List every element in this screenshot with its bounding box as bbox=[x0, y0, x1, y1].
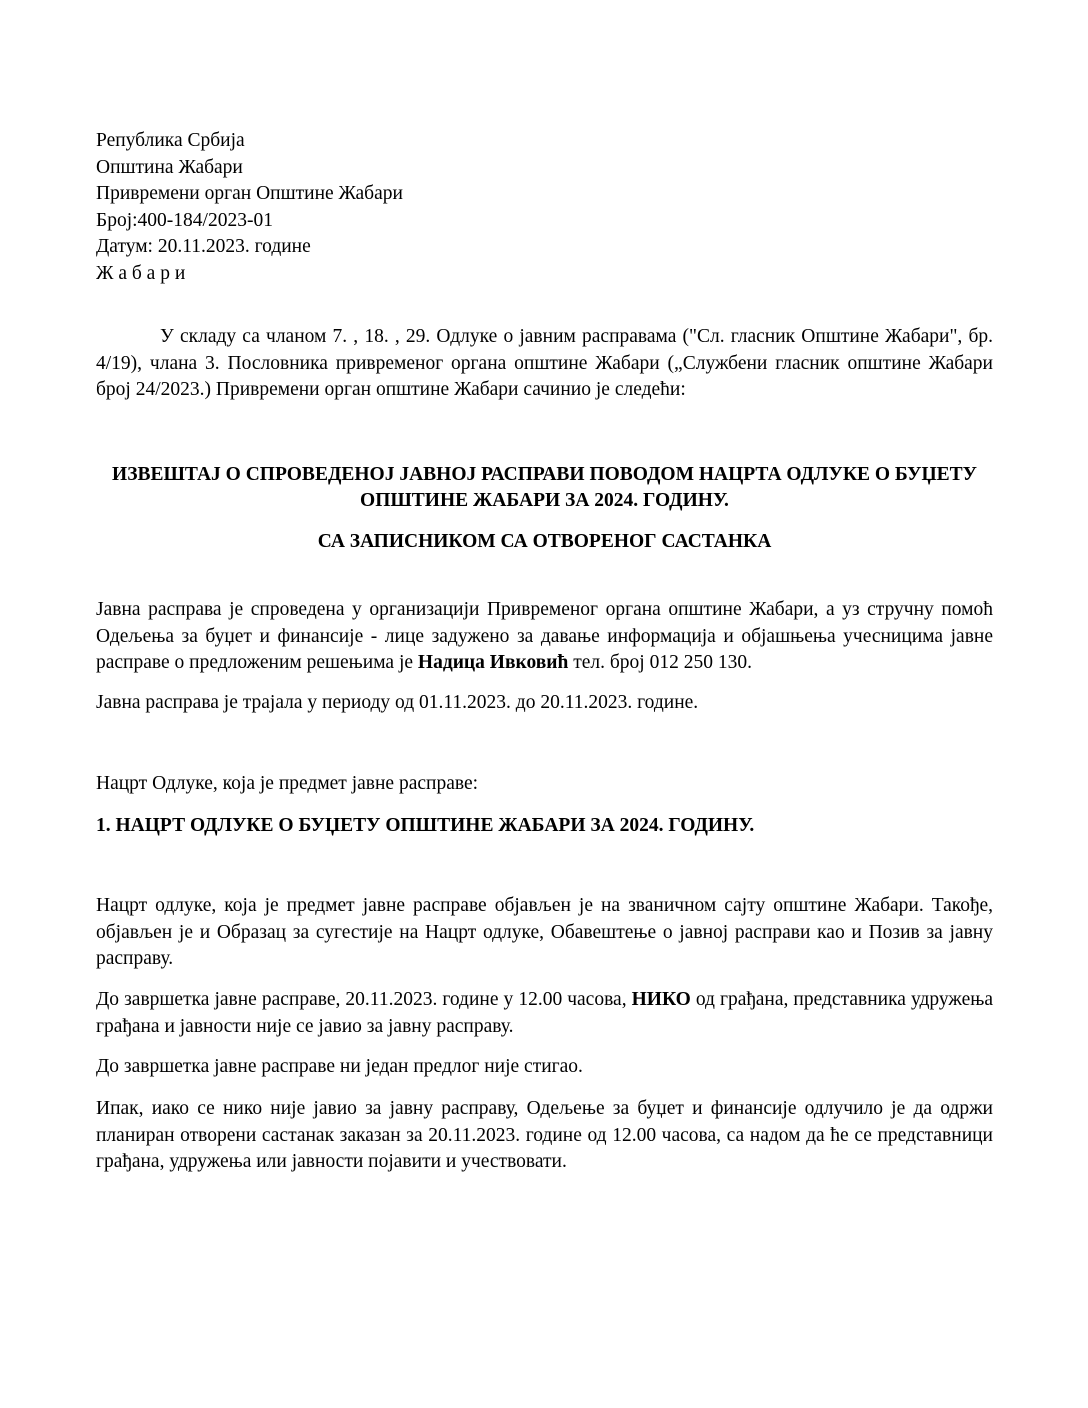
paragraph-nobody-text-end: од грађана, представника удружења грађана и јавности није се јавио за јавну расправу. bbox=[96, 989, 994, 1037]
paragraph-open-meeting: Ипак, иако се нико није јавио за јавну расправу, Одељење за буџет и финансије одлучило је да одржи планиран отворени састанак заказан за 20.11.2023. године од 12.00 часова, са надом да ће се представници грађана, удружења или јавности појавити и учествовати. bbox=[96, 1098, 993, 1172]
paragraph-no-proposals: До завршетка јавне расправе ни један предлог није стигао. bbox=[96, 1056, 583, 1077]
header-republic: Република Србија bbox=[96, 130, 245, 151]
contact-person-name: Надица Ивковић bbox=[417, 652, 569, 673]
intro-paragraph: У складу са чланом 7. , 18. , 29. Одлуке о јавним расправама ("Сл. гласник Општине Жабари", бр. 4/19), члана 3. Пословника привременог органа општине Жабари („Службени гласник општине Жабари број 24/2023.) Привремени орган општине Жабари сачинио је следећи: bbox=[96, 326, 993, 400]
paragraph-publication: Нацрт одлуке, која је предмет јавне расправе објављен је на званичном сајту општине Жабари. Такође, објављен је и Образац за сугестије на Нацрт одлуке, Обавештење о јавној расправи као и Позив за јавну расправу. bbox=[96, 895, 993, 969]
paragraph-duration: Јавна расправа је трајала у периоду од 01.11.2023. до 20.11.2023. године. bbox=[96, 692, 699, 713]
header-number: Број:400-184/2023-01 bbox=[96, 209, 273, 231]
paragraph-draft-subject: Нацрт Одлуке, која је предмет јавне расправе: bbox=[96, 773, 479, 794]
header-municipality: Општина Жабари bbox=[96, 156, 243, 178]
document-subtitle: СА ЗАПИСНИКОМ СА ОТВОРЕНОГ САСТАНКА bbox=[317, 531, 772, 552]
draft-item-heading: 1. НАЦРТ ОДЛУКЕ О БУЏЕТУ ОПШТИНЕ ЖАБАРИ ЗА 2024. ГОДИНУ. bbox=[96, 815, 755, 836]
paragraph-organization bbox=[96, 597, 993, 677]
paragraph-nobody bbox=[96, 987, 993, 1040]
header-authority: Привремени орган Општине Жабари bbox=[96, 183, 403, 204]
paragraph-organization-phone: тел. број 012 250 130. bbox=[568, 652, 752, 673]
document-title: ИЗВЕШТАЈ О СПРОВЕДЕНОЈ ЈАВНОЈ РАСПРАВИ ПОВОДОМ НАЦРТА ОДЛУКЕ О БУЏЕТУ ОПШТИНЕ ЖАБАРИ ЗА 2024. ГОДИНУ. bbox=[112, 464, 977, 511]
nobody-emphasis: НИКО bbox=[631, 989, 691, 1010]
paragraph-nobody-text-start: До завршетка јавне расправе, 20.11.2023. године у 12.00 часова, bbox=[96, 989, 632, 1010]
document-header bbox=[96, 128, 403, 287]
header-date: Датум: 20.11.2023. године bbox=[96, 236, 311, 257]
header-place: Ж а б а р и bbox=[96, 262, 186, 284]
paragraph-organization-text: Јавна расправа је спроведена у организацији Привременог органа општине Жабари, а уз стручну помоћ Одељења за буџет и финансије - лице задужено за давање информација и објашњења учесницима јавне расправе о предложеним решењима је bbox=[96, 599, 993, 673]
